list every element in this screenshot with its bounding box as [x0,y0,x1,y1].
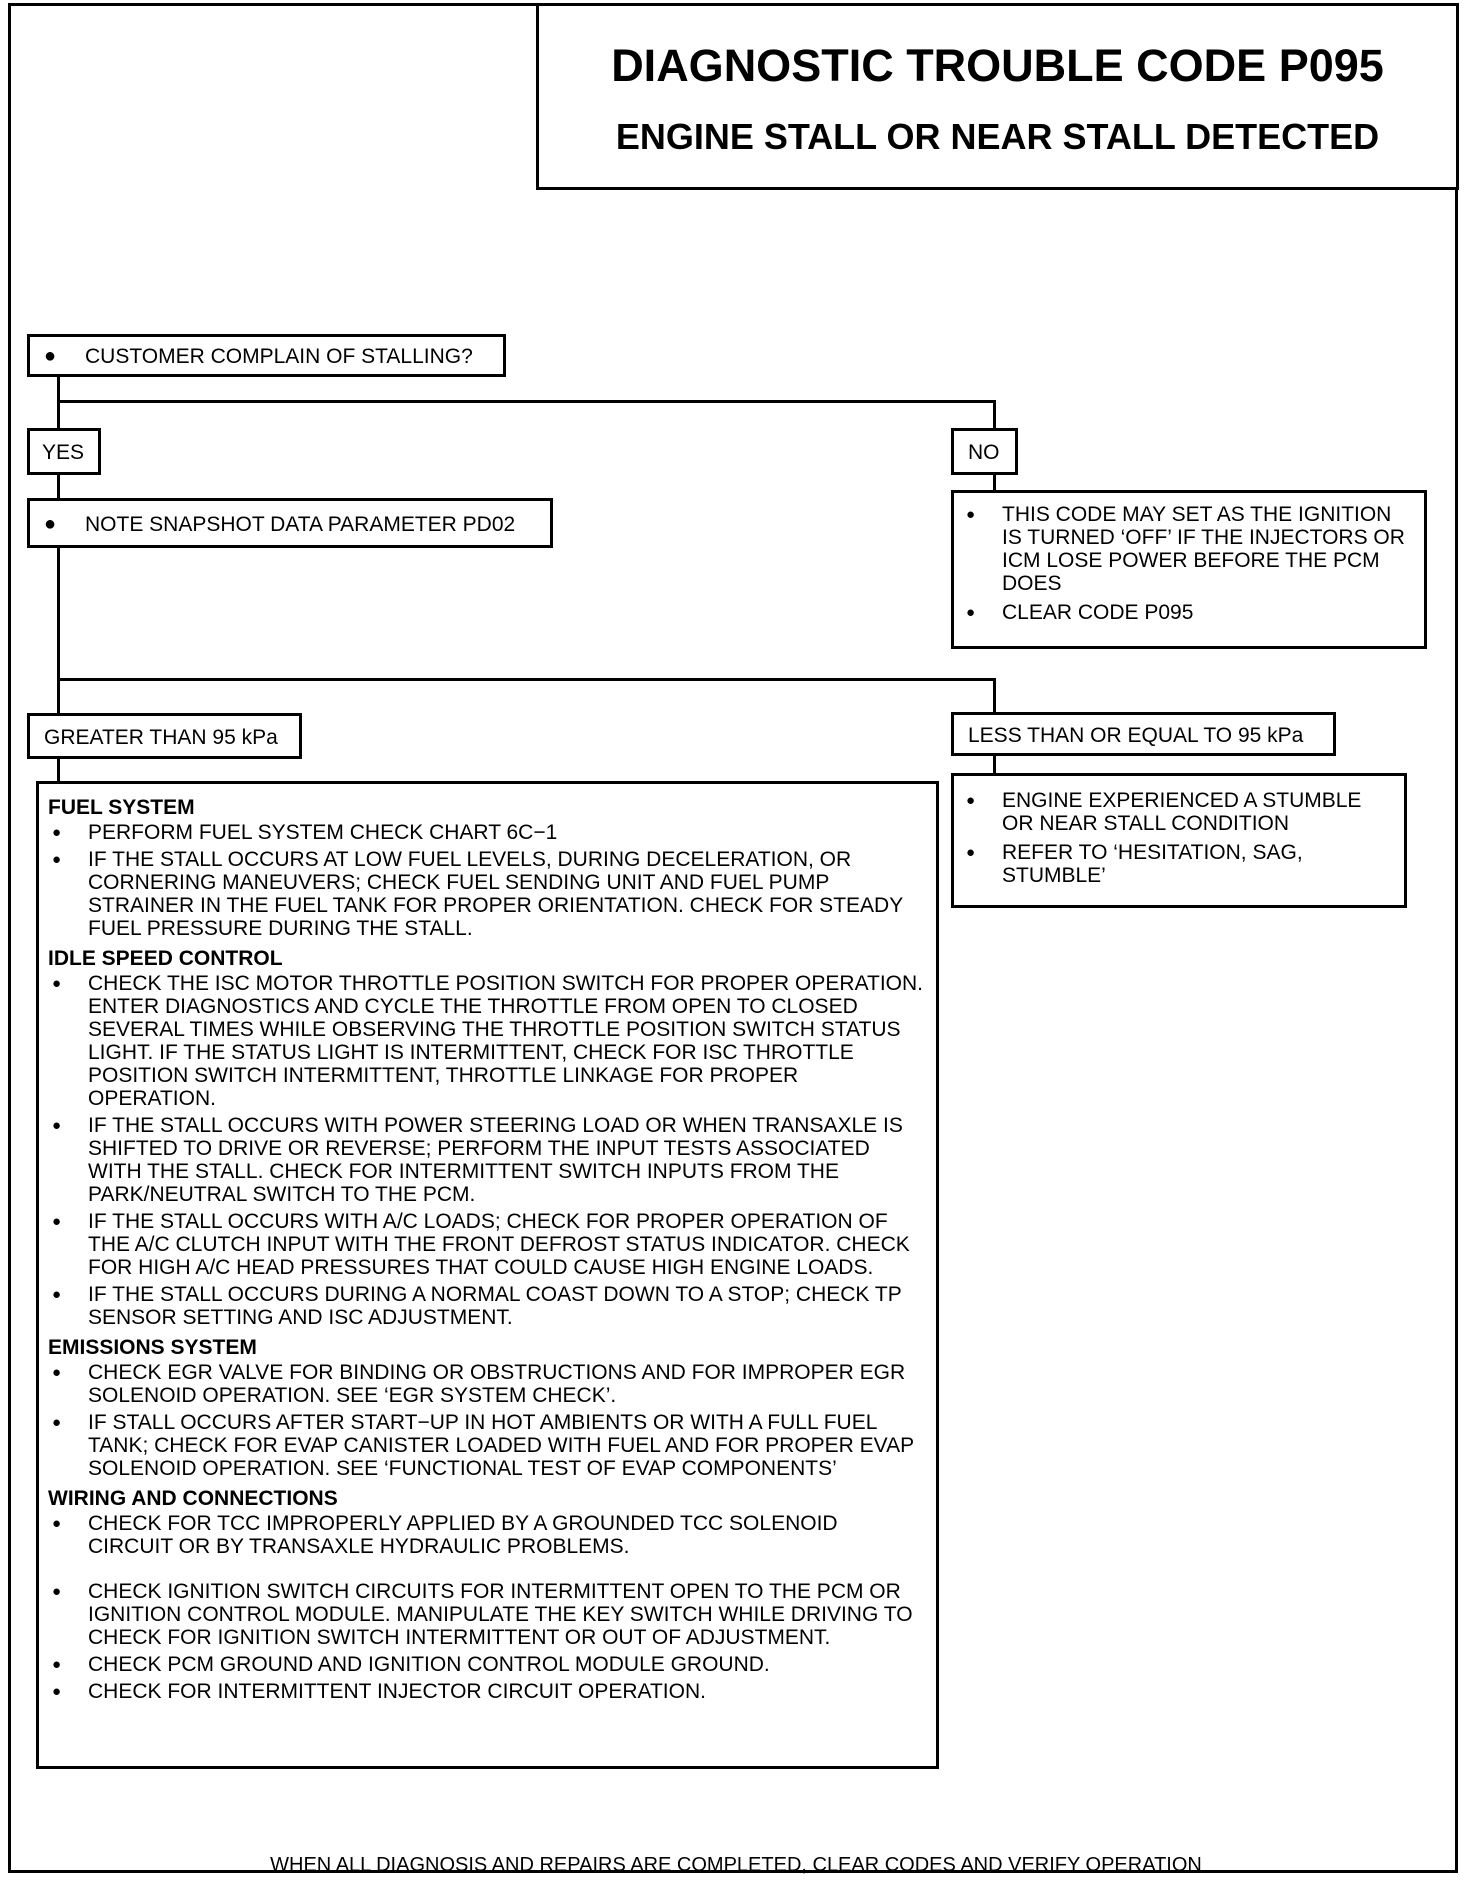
emissions-list [48,1361,926,1480]
snapshot-step-box [27,498,553,548]
page-title: DIAGNOSTIC TROUBLE CODE P095 [611,40,1384,91]
title-box [536,3,1459,190]
list-item: ● THIS CODE MAY SET AS THE IGNITION IS TURNED ‘OFF’ IF THE INJECTORS OR ICM LOSE POWER BEFORE THE PCM DOES [962,503,1414,595]
connector-less-to-box [993,753,996,775]
bullet-icon: ● [44,513,57,535]
less-than-box [951,712,1336,756]
connector-less-down [993,678,996,715]
checks-box [36,781,939,1769]
connector-yes-down [57,472,60,500]
list-item: ● IF THE STALL OCCURS DURING A NORMAL COAST DOWN TO A STOP; CHECK TP SENSOR SETTING AND ISC ADJUSTMENT. [48,1283,926,1329]
greater-than-label: GREATER THAN 95 kPa [44,726,278,749]
greater-than-box [27,713,302,759]
list-item: ● IF THE STALL OCCURS AT LOW FUEL LEVELS, DURING DECELERATION, OR CORNERING MANEUVERS; CHECK FUEL SENDING UNIT AND FUEL PUMP STRAINER IN THE FUEL TANK FOR PROPER ORIENTATION. CHECK FOR STEADY FUEL PRESSURE DURING THE STALL. [48,848,926,940]
list-item: ● CHECK FOR INTERMITTENT INJECTOR CIRCUIT OPERATION. [48,1680,926,1703]
connector-step-down [57,545,60,715]
less-than-label: LESS THAN OR EQUAL TO 95 kPa [968,724,1304,747]
list-item: ● IF THE STALL OCCURS WITH A/C LOADS; CHECK FOR PROPER OPERATION OF THE A/C CLUTCH INPUT WITH THE FRONT DEFROST STATUS INDICATOR. CHECK FOR HIGH A/C HEAD PRESSURES THAT COULD CAUSE HIGH ENGINE LOADS. [48,1210,926,1279]
yes-label: YES [42,441,85,464]
section-heading-fuel: FUEL SYSTEM [48,796,195,819]
list-item: ● CLEAR CODE P095 [962,601,1414,624]
list-item: ● CHECK FOR TCC IMPROPERLY APPLIED BY A GROUNDED TCC SOLENOID CIRCUIT OR BY TRANSAXLE HYDRAULIC PROBLEMS. [48,1512,926,1558]
page-subtitle: ENGINE STALL OR NEAR STALL DETECTED [615,116,1380,157]
list-item: ● CHECK EGR VALVE FOR BINDING OR OBSTRUCTIONS AND FOR IMPROPER EGR SOLENOID OPERATION. SEE ‘EGR SYSTEM CHECK’. [48,1361,926,1407]
wiring-list [48,1512,926,1703]
section-heading-emissions: EMISSIONS SYSTEM [48,1336,257,1359]
less-result-list [962,789,1394,887]
bullet-icon: ● [44,345,57,367]
question-text: CUSTOMER COMPLAIN OF STALLING? [85,345,473,368]
idle-list [48,972,926,1329]
list-item: ● IF STALL OCCURS AFTER START−UP IN HOT AMBIENTS OR WITH A FULL FUEL TANK; CHECK FOR EVAP CANISTER LOADED WITH FUEL AND FOR PROPER EVAP SOLENOID OPERATION. SEE ‘FUNCTIONAL TEST OF EVAP COMPONENTS’ [48,1411,926,1480]
no-box [951,428,1018,475]
connector-no-to-box [993,472,996,492]
list-item: ● CHECK PCM GROUND AND IGNITION CONTROL MODULE GROUND. [48,1653,926,1676]
section-heading-wiring: WIRING AND CONNECTIONS [48,1487,338,1510]
list-item: ● ENGINE EXPERIENCED A STUMBLE OR NEAR STALL CONDITION [962,789,1394,835]
list-item: ● IF THE STALL OCCURS WITH POWER STEERING LOAD OR WHEN TRANSAXLE IS SHIFTED TO DRIVE OR REVERSE; PERFORM THE INPUT TESTS ASSOCIATED WITH THE STALL. CHECK FOR INTERMITTENT SWITCH INPUTS FROM THE PARK/NEUTRAL SWITCH TO THE PCM. [48,1114,926,1206]
list-item: ● PERFORM FUEL SYSTEM CHECK CHART 6C−1 [48,821,926,844]
list-item: ● CHECK THE ISC MOTOR THROTTLE POSITION SWITCH FOR PROPER OPERATION. ENTER DIAGNOSTICS AND CYCLE THE THROTTLE FROM OPEN TO CLOSED SEVERAL TIMES WHILE OBSERVING THE THROTTLE POSITION SWITCH STATUS LIGHT. IF THE STATUS LIGHT IS INTERMITTENT, CHECK FOR ISC THROTTLE POSITION SWITCH INTERMITTENT, THROTTLE LINKAGE FOR PROPER OPERATION. [48,972,926,1110]
no-label: NO [968,441,1000,464]
connector-kpa-horizontal [57,678,996,681]
yes-box [27,428,101,475]
no-result-list [962,503,1414,624]
connector-q-horizontal [57,400,996,403]
snapshot-step-text: NOTE SNAPSHOT DATA PARAMETER PD02 [85,513,516,536]
list-item: ● REFER TO ‘HESITATION, SAG, STUMBLE’ [962,841,1394,887]
list-item: ● CHECK IGNITION SWITCH CIRCUITS FOR INTERMITTENT OPEN TO THE PCM OR IGNITION CONTROL MODULE. MANIPULATE THE KEY SWITCH WHILE DRIVING TO CHECK FOR IGNITION SWITCH INTERMITTENT OR OUT OF ADJUSTMENT. [48,1580,926,1649]
footer-note: WHEN ALL DIAGNOSIS AND REPAIRS ARE COMPLETED, CLEAR CODES AND VERIFY OPERATION [270,1854,1202,1876]
section-heading-idle: IDLE SPEED CONTROL [48,947,283,970]
connector-no-down [993,400,996,430]
fuel-list [48,821,926,940]
less-result-box [951,773,1407,908]
no-result-box [951,490,1427,649]
connector-greater-down [57,756,60,784]
question-box [27,334,506,377]
